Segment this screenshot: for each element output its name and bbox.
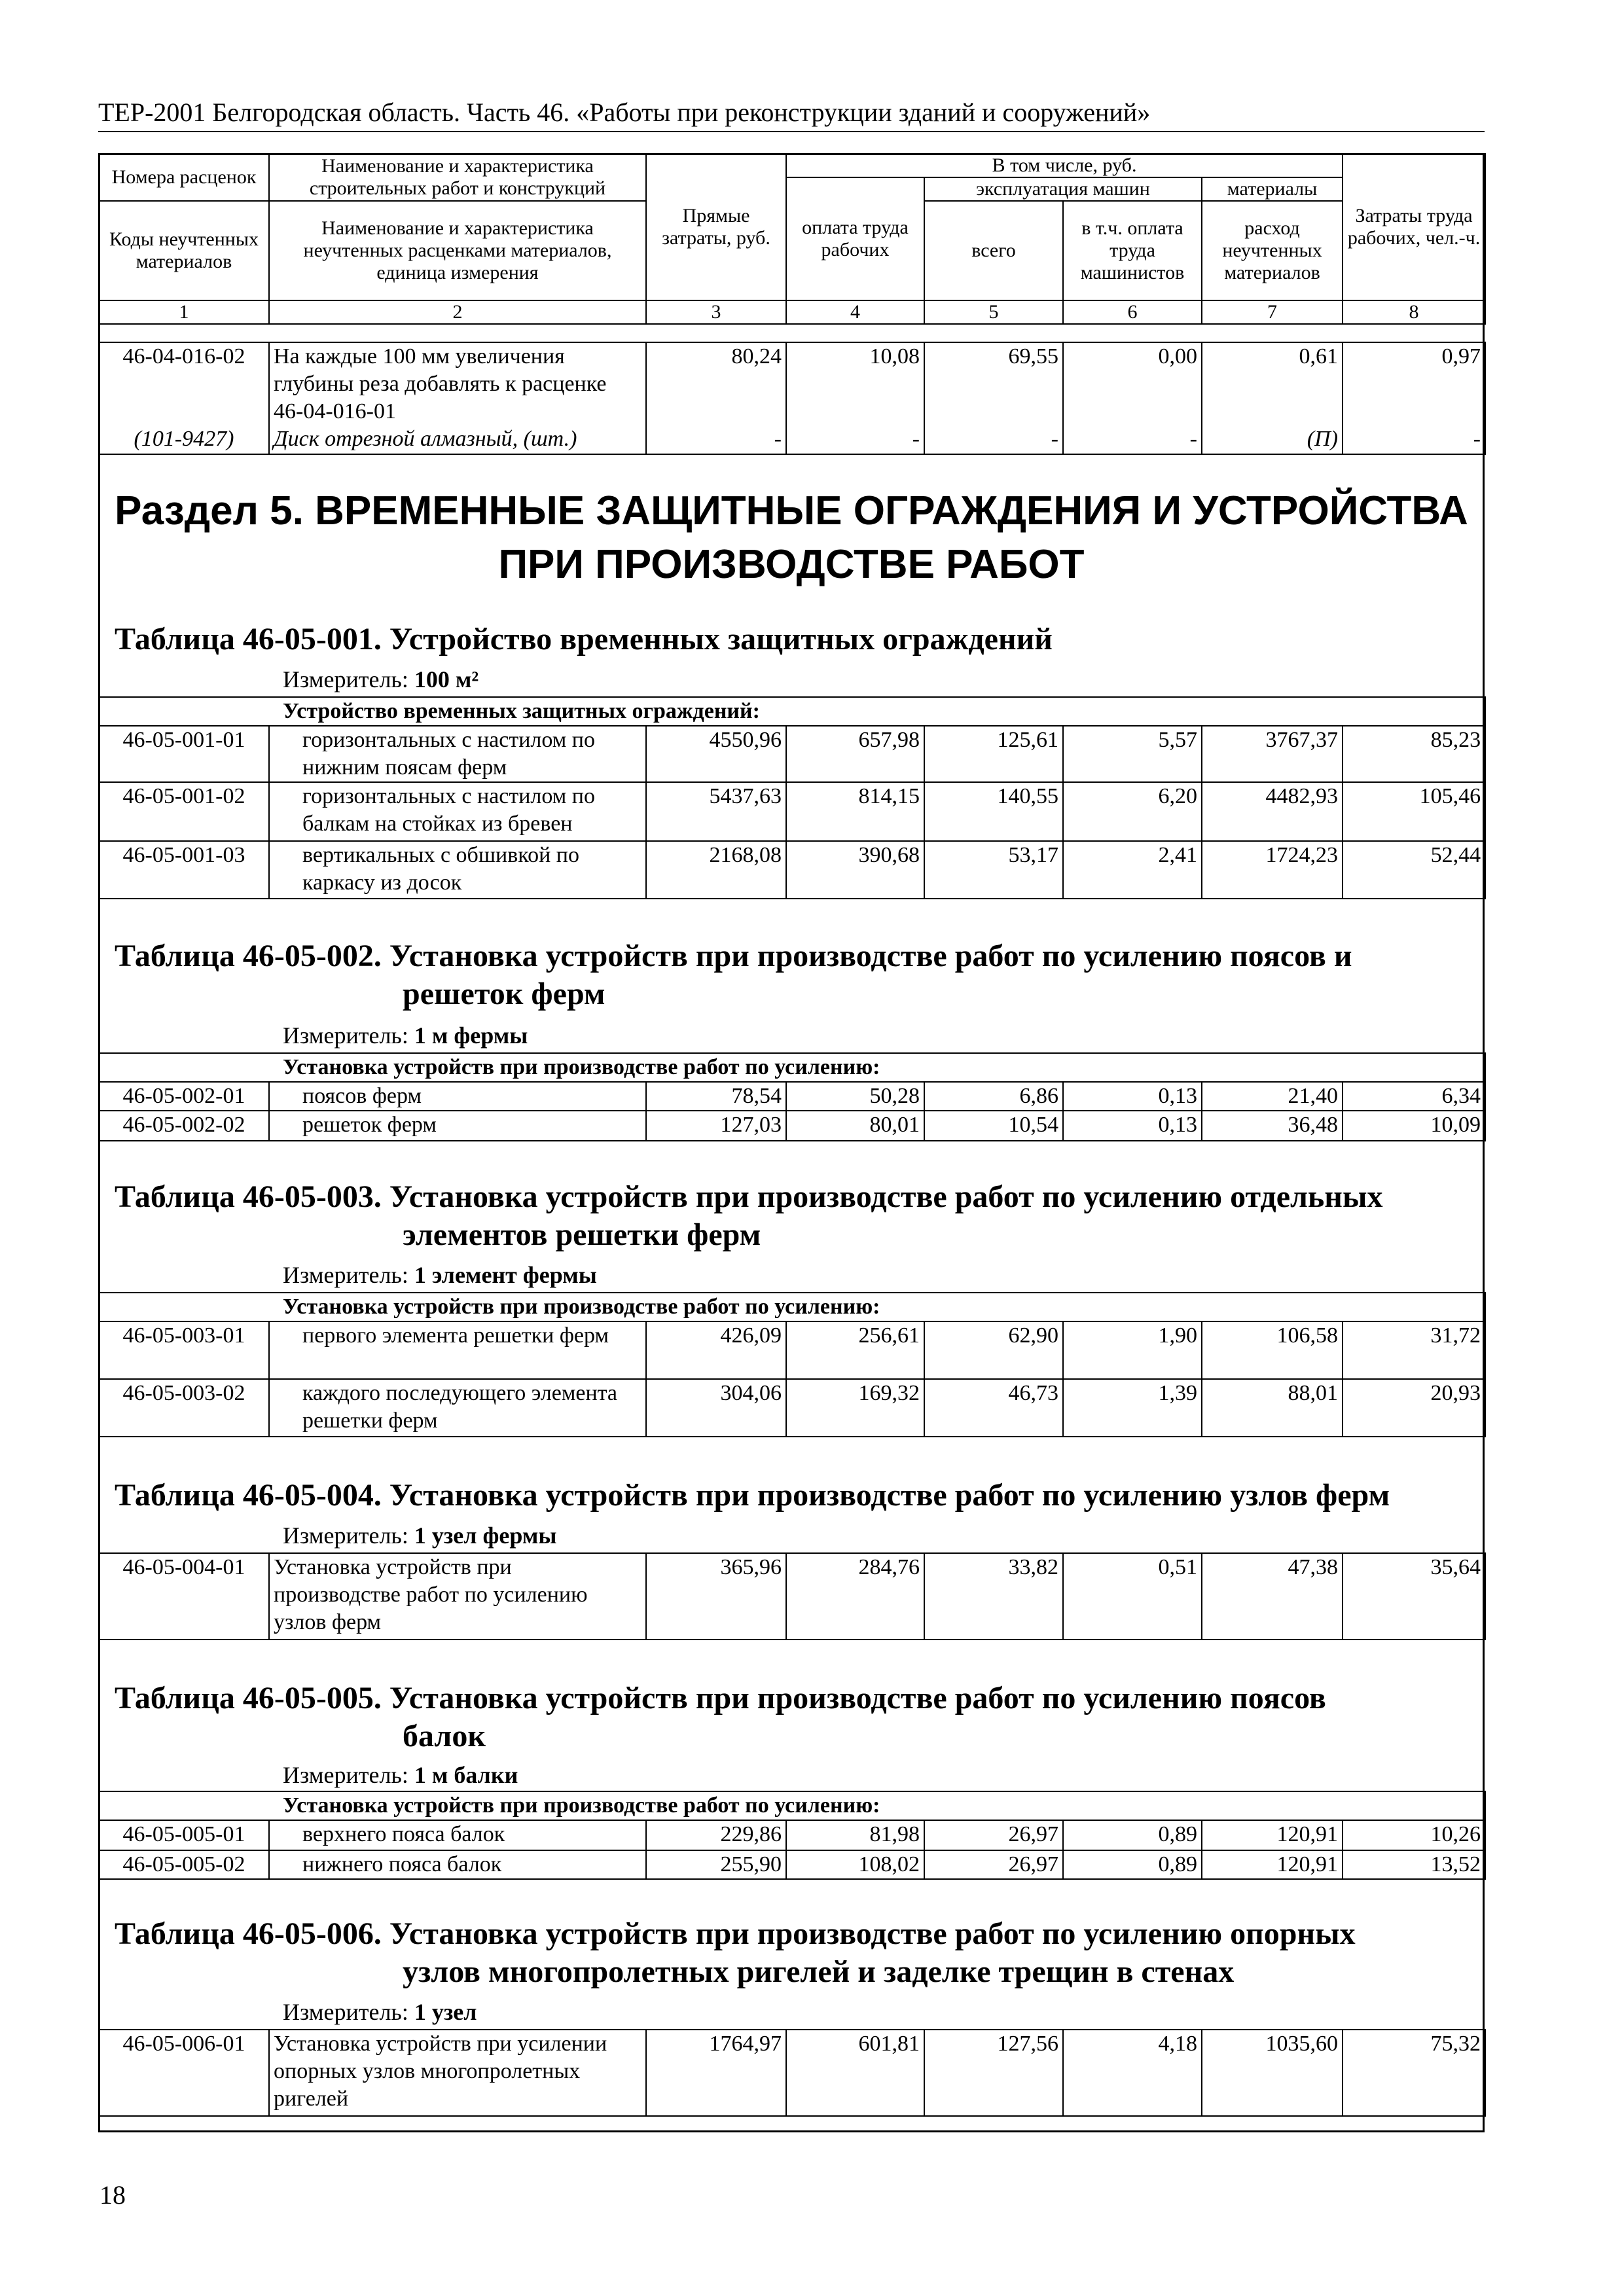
col-work-name: Наименование и характеристика строительных работ и конструкций: [269, 154, 646, 201]
record-value: 127,56: [924, 2030, 1063, 2116]
record-code: 46-05-001-03: [99, 841, 269, 899]
measure: [283, 1762, 518, 1788]
measure-label: Измеритель:: [283, 1762, 408, 1788]
col-material-names: Наименование и характеристика неучтенных расценками материалов, единица измерения: [269, 201, 646, 300]
section-title-line: ПРИ ПРОИЗВОДСТВЕ РАБОТ: [498, 542, 1085, 587]
col-machinist-wages: в т.ч. оплата труда машинистов: [1063, 201, 1202, 300]
table-title-line: Таблица 46-05-006. Установка устройств при производстве работ по усилению опорных: [115, 1916, 1356, 1951]
measure: [283, 1522, 556, 1549]
material-value: (П): [1202, 425, 1343, 454]
rates-table: [98, 2029, 1486, 2117]
record-value: 108,02: [786, 1850, 924, 1879]
record-value: 229,86: [646, 1820, 786, 1850]
record-name: поясов ферм: [269, 1082, 646, 1111]
record-code: 46-05-001-02: [99, 782, 269, 841]
group-heading: Установка устройств при производстве работ по усилению:: [99, 1293, 1485, 1321]
col-direct-costs: Прямые затраты, руб.: [646, 154, 786, 300]
record-value: 21,40: [1202, 1082, 1343, 1111]
measure-label: Измеритель:: [283, 1522, 408, 1549]
record-code: 46-05-004-01: [99, 1553, 269, 1640]
group-heading: Установка устройств при производстве работ по усилению:: [99, 1053, 1485, 1082]
record-value: 35,64: [1343, 1553, 1485, 1640]
col-machines-total: всего: [924, 201, 1063, 300]
measure: [283, 1999, 477, 2025]
prev-record-table: [98, 342, 1486, 455]
table-title: [115, 937, 1476, 1013]
record-value: 127,03: [646, 1111, 786, 1141]
record-value: 125,61: [924, 726, 1063, 782]
record-name: решеток ферм: [269, 1111, 646, 1141]
table-title: [115, 1679, 1476, 1755]
record-value: 0,97: [1343, 342, 1485, 425]
col-machines: эксплуатация машин: [924, 177, 1202, 201]
record-value: 4,18: [1063, 2030, 1202, 2116]
record-name: горизонтальных с настилом по балкам на стойках из бревен: [269, 782, 646, 841]
measure-unit: 1 элемент фермы: [414, 1262, 597, 1288]
measure-unit: 1 м балки: [414, 1762, 518, 1788]
record-value: 0,00: [1063, 342, 1202, 425]
record-value: 80,24: [646, 342, 786, 425]
material-name: Диск отрезной алмазный, (шт.): [269, 425, 646, 454]
table-title-line: Таблица 46-05-004. Установка устройств при производстве работ по усилению узлов ферм: [115, 1478, 1390, 1513]
record-name: нижнего пояса балок: [269, 1850, 646, 1879]
col-num-4: 4: [786, 300, 924, 324]
measure: [283, 666, 478, 692]
record-value: 0,13: [1063, 1111, 1202, 1141]
record-code: 46-05-001-01: [99, 726, 269, 782]
table-title-line: элементов решетки ферм: [403, 1217, 761, 1252]
measure-unit: 1 м фермы: [414, 1022, 528, 1049]
record-name: вертикальных с обшивкой по каркасу из досок: [269, 841, 646, 899]
record-value: 80,01: [786, 1111, 924, 1141]
col-num-6: 6: [1063, 300, 1202, 324]
col-wages: оплата труда рабочих: [786, 177, 924, 300]
record-value: 33,82: [924, 1553, 1063, 1640]
material-value: -: [786, 425, 924, 454]
record-value: 4550,96: [646, 726, 786, 782]
record-value: 1,90: [1063, 1321, 1202, 1379]
col-num-1: 1: [99, 300, 269, 324]
record-code: 46-05-005-01: [99, 1820, 269, 1850]
measure-unit: 1 узел: [414, 1999, 477, 2025]
record-name: первого элемента решетки ферм: [269, 1321, 646, 1379]
record-value: 0,13: [1063, 1082, 1202, 1111]
record-value: 10,09: [1343, 1111, 1485, 1141]
record-name: верхнего пояса балок: [269, 1820, 646, 1850]
measure: [283, 1022, 528, 1049]
record-value: 0,89: [1063, 1820, 1202, 1850]
measure-label: Измеритель:: [283, 1999, 408, 2025]
measure-unit: 1 узел фермы: [414, 1522, 557, 1549]
record-value: 6,86: [924, 1082, 1063, 1111]
record-value: 53,17: [924, 841, 1063, 899]
record-value: 85,23: [1343, 726, 1485, 782]
table-title-line: балок: [403, 1719, 486, 1753]
record-value: 120,91: [1202, 1820, 1343, 1850]
record-name: Установка устройств при усилении опорных узлов многопролетных ригелей: [269, 2030, 646, 2116]
measure-label: Измеритель:: [283, 666, 408, 692]
record-value: 0,61: [1202, 342, 1343, 425]
rates-table: [98, 696, 1486, 899]
record-name: горизонтальных с настилом по нижним поясам ферм: [269, 726, 646, 782]
material-value: -: [1063, 425, 1202, 454]
record-value: 1035,60: [1202, 2030, 1343, 2116]
record-value: 0,89: [1063, 1850, 1202, 1879]
record-value: 20,93: [1343, 1379, 1485, 1437]
record-value: 304,06: [646, 1379, 786, 1437]
record-value: 2,41: [1063, 841, 1202, 899]
table-title: [115, 1178, 1476, 1254]
record-value: 1,39: [1063, 1379, 1202, 1437]
record-value: 52,44: [1343, 841, 1485, 899]
record-value: 4482,93: [1202, 782, 1343, 841]
col-num-8: 8: [1343, 300, 1485, 324]
record-value: 78,54: [646, 1082, 786, 1111]
table-title: [115, 620, 1476, 658]
record-value: 26,97: [924, 1850, 1063, 1879]
record-value: 426,09: [646, 1321, 786, 1379]
col-num-2: 2: [269, 300, 646, 324]
page-header: ТЕР-2001 Белгородская область. Часть 46. «Работы при реконструкции зданий и сооружений»: [98, 98, 1151, 127]
material-code: (101-9427): [99, 425, 269, 454]
record-value: 10,26: [1343, 1820, 1485, 1850]
record-value: 390,68: [786, 841, 924, 899]
record-value: 36,48: [1202, 1111, 1343, 1141]
measure-label: Измеритель:: [283, 1262, 408, 1288]
record-value: 10,54: [924, 1111, 1063, 1141]
record-value: 814,15: [786, 782, 924, 841]
record-code: 46-05-003-01: [99, 1321, 269, 1379]
record-value: 13,52: [1343, 1850, 1485, 1879]
record-value: 120,91: [1202, 1850, 1343, 1879]
record-value: 365,96: [646, 1553, 786, 1640]
record-value: 69,55: [924, 342, 1063, 425]
record-code: 46-05-002-01: [99, 1082, 269, 1111]
record-value: 46,73: [924, 1379, 1063, 1437]
record-code: 46-05-002-02: [99, 1111, 269, 1141]
col-unaccounted-materials: расход неучтенных материалов: [1202, 201, 1343, 300]
measure-unit: 100 м²: [414, 666, 479, 692]
record-value: 50,28: [786, 1082, 924, 1111]
table-title: [115, 1915, 1476, 1991]
col-including: В том числе, руб.: [786, 154, 1343, 177]
record-code: 46-05-003-02: [99, 1379, 269, 1437]
record-value: 62,90: [924, 1321, 1063, 1379]
record-value: 105,46: [1343, 782, 1485, 841]
header-rule: [98, 131, 1485, 132]
record-name: На каждые 100 мм увеличения глубины реза добавлять к расценке 46-04-016-01: [269, 342, 646, 425]
measure: [283, 1262, 597, 1288]
record-value: 6,20: [1063, 782, 1202, 841]
record-value: 1764,97: [646, 2030, 786, 2116]
material-value: -: [924, 425, 1063, 454]
record-value: 5437,63: [646, 782, 786, 841]
rates-table: [98, 1292, 1486, 1437]
rates-table: [98, 1052, 1486, 1141]
record-code: 46-04-016-02: [99, 342, 269, 425]
measure-label: Измеритель:: [283, 1022, 408, 1049]
col-materials: материалы: [1202, 177, 1343, 201]
group-heading: Установка устройств при производстве работ по усилению:: [99, 1791, 1485, 1820]
table-title-line: Таблица 46-05-005. Установка устройств при производстве работ по усилению поясов: [115, 1681, 1326, 1715]
rates-table: [98, 1552, 1486, 1640]
record-value: 2168,08: [646, 841, 786, 899]
col-num-3: 3: [646, 300, 786, 324]
record-value: 140,55: [924, 782, 1063, 841]
table-title-line: решеток ферм: [403, 977, 605, 1011]
record-value: 3767,37: [1202, 726, 1343, 782]
column-header-table: [98, 153, 1486, 325]
col-labor-costs: Затраты труда рабочих, чел.-ч.: [1343, 154, 1485, 300]
col-codes: Коды неучтенных материалов: [99, 201, 269, 300]
record-value: 601,81: [786, 2030, 924, 2116]
table-title-line: Таблица 46-05-003. Установка устройств при производстве работ по усилению отдельных: [115, 1179, 1383, 1214]
table-title-line: узлов многопролетных ригелей и заделке трещин в стенах: [403, 1954, 1235, 1989]
record-value: 10,08: [786, 342, 924, 425]
table-title: [115, 1477, 1476, 1515]
record-value: 47,38: [1202, 1553, 1343, 1640]
record-value: 255,90: [646, 1850, 786, 1879]
record-value: 6,34: [1343, 1082, 1485, 1111]
table-title-line: Таблица 46-05-002. Установка устройств при производстве работ по усилению поясов и: [115, 939, 1352, 973]
col-rate-number: Номера расценок: [99, 154, 269, 201]
table-title-line: Таблица 46-05-001. Устройство временных защитных ограждений: [115, 622, 1053, 656]
material-value: -: [1343, 425, 1485, 454]
record-value: 169,32: [786, 1379, 924, 1437]
section-title: [98, 484, 1485, 592]
record-value: 31,72: [1343, 1321, 1485, 1379]
record-value: 0,51: [1063, 1553, 1202, 1640]
record-value: 106,58: [1202, 1321, 1343, 1379]
section-title-line: Раздел 5. ВРЕМЕННЫЕ ЗАЩИТНЫЕ ОГРАЖДЕНИЯ И УСТРОЙСТВА: [115, 488, 1468, 533]
material-value: -: [646, 425, 786, 454]
record-value: 81,98: [786, 1820, 924, 1850]
page-number: 18: [99, 2180, 126, 2210]
record-code: 46-05-005-02: [99, 1850, 269, 1879]
record-value: 657,98: [786, 726, 924, 782]
record-value: 75,32: [1343, 2030, 1485, 2116]
record-value: 284,76: [786, 1553, 924, 1640]
record-name: каждого последующего элемента решетки ферм: [269, 1379, 646, 1437]
record-value: 1724,23: [1202, 841, 1343, 899]
group-heading: Устройство временных защитных ограждений:: [99, 697, 1485, 726]
record-value: 256,61: [786, 1321, 924, 1379]
col-num-7: 7: [1202, 300, 1343, 324]
record-value: 5,57: [1063, 726, 1202, 782]
record-value: 88,01: [1202, 1379, 1343, 1437]
record-value: 26,97: [924, 1820, 1063, 1850]
record-code: 46-05-006-01: [99, 2030, 269, 2116]
rates-table: [98, 1791, 1486, 1880]
record-name: Установка устройств при производстве работ по усилению узлов ферм: [269, 1553, 646, 1640]
col-num-5: 5: [924, 300, 1063, 324]
